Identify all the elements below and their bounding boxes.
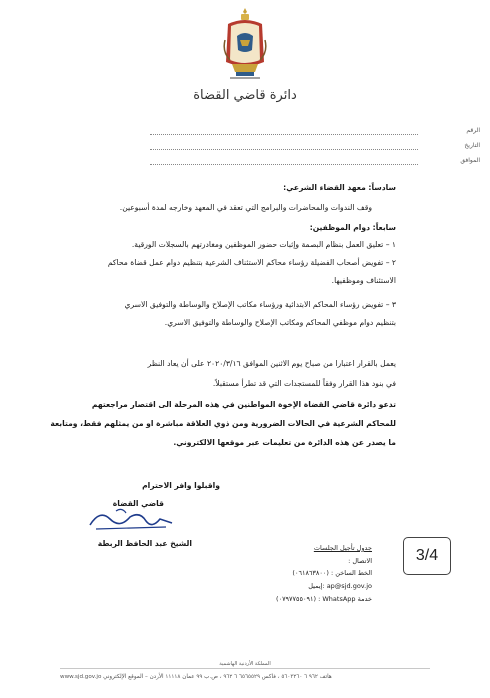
closing-line: واقبلوا وافر الاحترام: [142, 481, 220, 490]
footer-org-line: المملكة الأردنية الهاشمية: [219, 661, 271, 667]
ref-line: [150, 134, 418, 135]
section-six-text: وقف الندوات والمحاضرات والبرامج التي تعقد في المعهد وخارجه لمدة أسبوعين.: [119, 203, 372, 212]
item-two-line2: الاستئناف وموظفيها.: [331, 276, 396, 285]
section-six-heading: سادساً: معهد القضاء الشرعي:: [283, 183, 396, 192]
date-line: [150, 149, 418, 150]
item-three-line1: ٣ – تفويض رؤساء المحاكم الابتدائية ورؤساء مكاتب الإصلاح والوساطة والتوفيق الاسري: [124, 300, 396, 309]
sessions-table-link[interactable]: جدول تأجيل الجلسات: [313, 544, 372, 552]
item-one: ١ – تعليق العمل بنظام البصمة وإثبات حضور الموظفين ومغادرتهم بالسجلات الورقية.: [131, 240, 396, 249]
department-name: دائرة قاضي القضاة: [193, 88, 297, 103]
footer-divider: [60, 668, 430, 669]
signature-scribble-icon: [86, 505, 176, 533]
call-line3: ما يصدر عن هذه الدائرة من تعليمات عبر موقعها الالكتروني.: [173, 438, 396, 447]
email-text[interactable]: ap@sjd.gov.jo :إيميل: [308, 582, 372, 590]
call-line2: للمحاكم الشرعية في الحالات الضرورية ومن ذوي العلاقة مباشرة او من يمثلهم فقط، ومتابعة: [50, 419, 396, 428]
ref-label: الرقم: [466, 127, 480, 134]
whatsapp-text: خدمة WhatsApp : (٠٧٩٧٧٥٥٠٩١): [276, 595, 372, 603]
footer-address-line: www.sjd.gov.jo هاتف ٩٦٢ ٦ ٥٦٠٣٢٦٠ ، فاكس ٦٥٦٥٥٢٩ ٦ ٩٦٢ ، ص.ب ٩٩ عمان ١١١١٨ الأردن – الموقع الإلكتروني: [60, 674, 332, 680]
item-three-line2: بتنظيم دوام موظفي المحاكم ومكاتب الإصلاح والوساطة والتوفيق الاسري.: [164, 318, 396, 327]
section-seven-heading: سابعاً: دوام الموظفين:: [309, 223, 396, 232]
call-line1: تدعو دائرة قاضي القضاة الإخوة المواطنين في هذه المرحلة الى اقتصار مراجعتهم: [91, 400, 396, 409]
corresponding-line: [150, 164, 418, 165]
contact-label: الاتصال :: [348, 557, 372, 565]
jordan-coat-of-arms-icon: [220, 6, 270, 86]
effective-line2: في بنود هذا القرار وفقاً للمستجدات التي قد تطرأ مستقبلاً.: [212, 379, 396, 388]
hotline-text: الخط الساخن : (٠٦١٨٦٣٨٠٠): [292, 569, 372, 577]
date-label: التاريخ: [464, 142, 480, 149]
corresponding-label: الموافق: [460, 157, 480, 164]
effective-line1: يعمل بالقرار اعتبارا من صباح يوم الاثنين الموافق ٢٠٢٠/٣/١٦ على أن يعاد النظر: [147, 359, 396, 368]
signatory-title: قاضي القضاة: [112, 499, 164, 508]
page-indicator: 3/4: [403, 537, 451, 575]
signatory-name: الشيخ عبد الحافظ الربطة: [97, 539, 192, 548]
item-two-line1: ٢ – تفويض أصحاب الفضيلة رؤساء محاكم الاستئناف الشرعية بتنظيم دوام عمل قضاة محاكم: [107, 258, 396, 267]
